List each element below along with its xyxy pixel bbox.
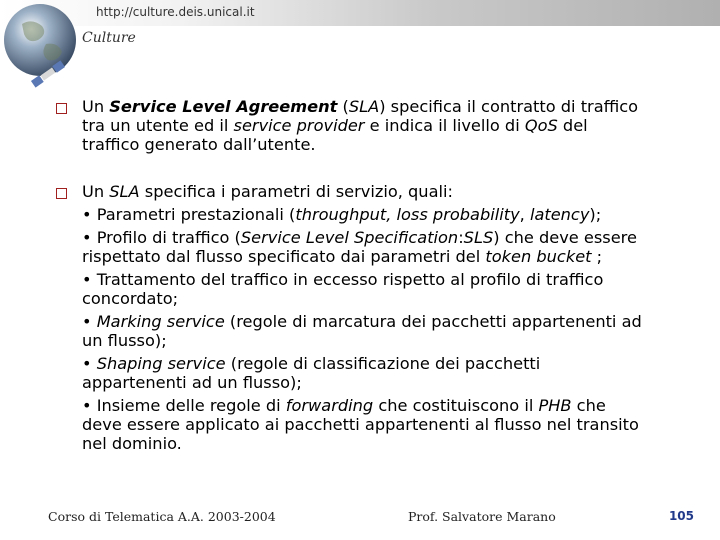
bullet-square-icon	[56, 103, 67, 114]
footer-course: Corso di Telematica A.A. 2003-2004	[48, 509, 276, 524]
paragraph-sla-definition: Un Service Level Agreement (SLA) specifica il contratto di traffico tra un utente ed il service provider e indica il livello di QoS del traffico generato dall’utente.	[82, 97, 639, 154]
globe-logo-icon	[0, 0, 140, 100]
site-url: http://culture.deis.unical.it	[96, 5, 255, 19]
bullet-square-icon	[56, 188, 67, 199]
paragraph-sla-parameters: Un SLA specifica i parametri di servizio, quali: • Parametri prestazionali (throughput, loss probability, latency); • Profilo di traffico (Service Level Specification:SLS) che deve essere rispettato dal flusso specificato dai parametri del token bucket ; • Trattamento del traffico in eccesso rispetto al profilo di traffico concordato; • Marking service (regole di marcatura dei pacchetti appartenenti ad un flusso); • Shaping service (regole di classificazione dei pacchetti appartenenti ad un flusso); • Insieme delle regole di forwarding che costituiscono il PHB che deve essere applicato ai pacchetti appartenenti al flusso nel transito nel dominio.	[82, 182, 642, 453]
footer-author: Prof. Salvatore Marano	[408, 509, 556, 524]
page-number: 105	[668, 509, 694, 523]
logo-text: Culture	[82, 30, 136, 46]
